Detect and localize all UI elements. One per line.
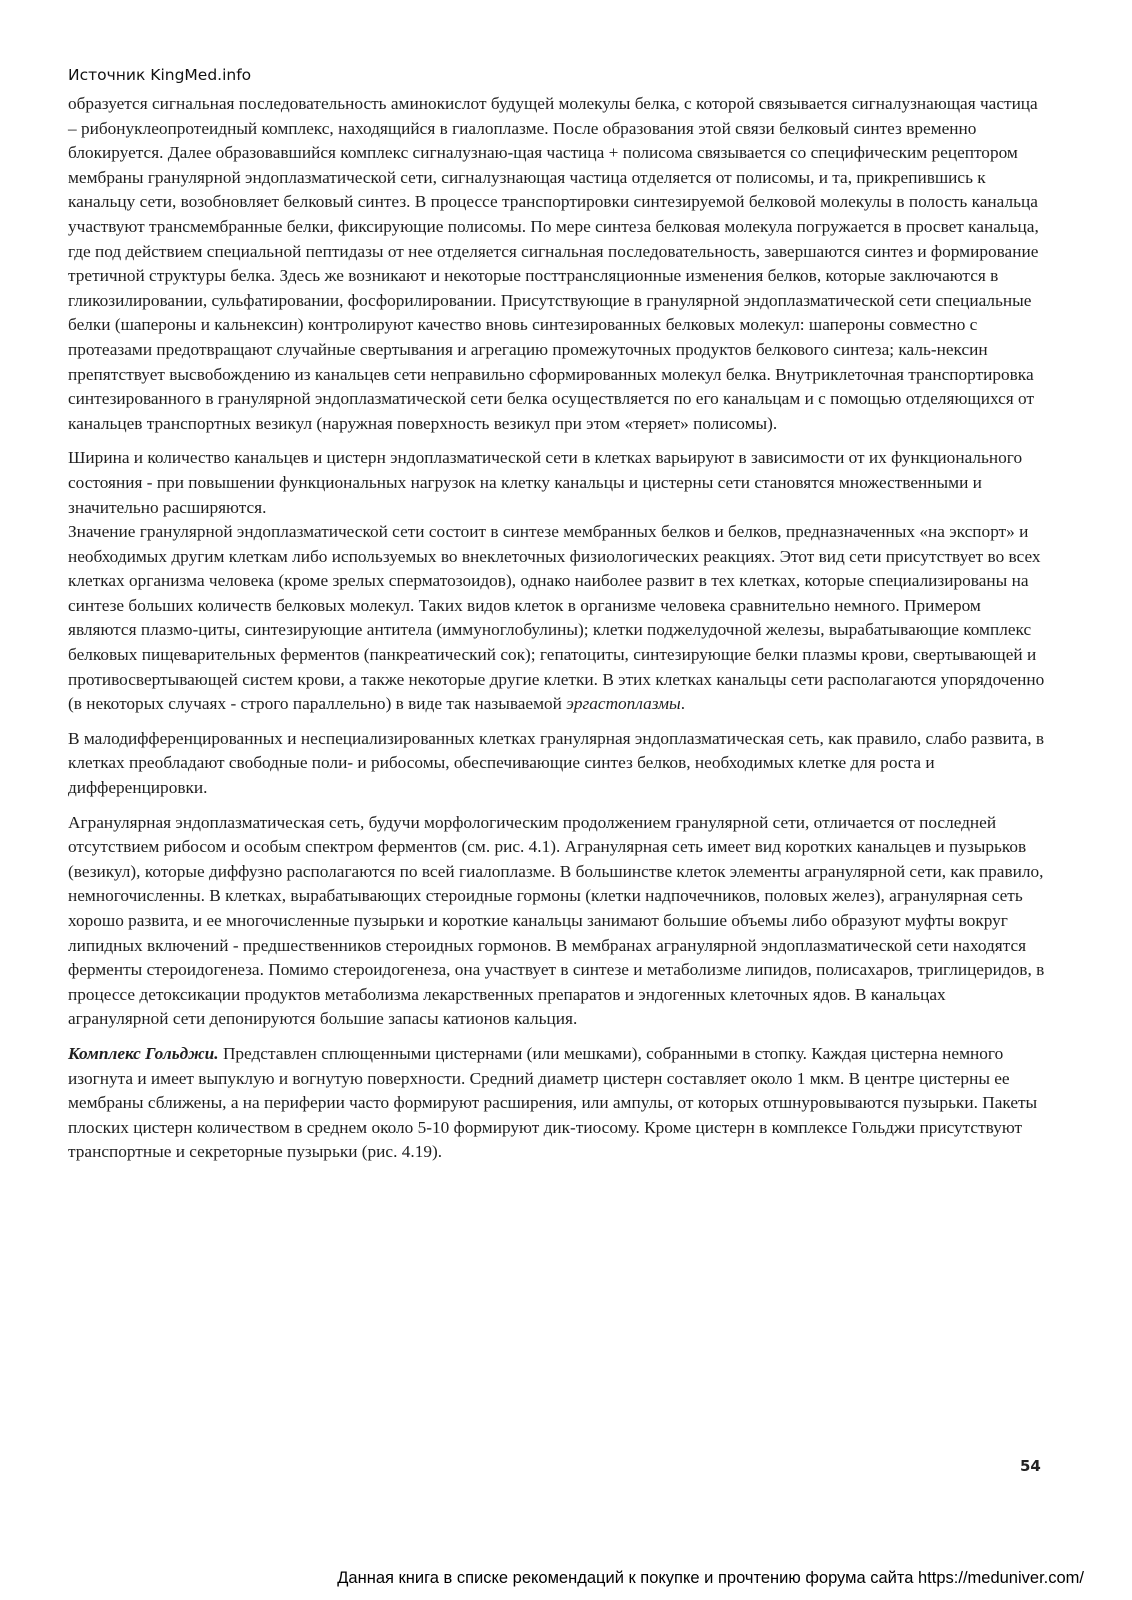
term-ergastoplasm: эргастоплазмы <box>566 694 681 714</box>
page-number: 54 <box>1020 1457 1041 1475</box>
paragraph-protein-synthesis: образуется сигнальная последовательность аминокислот будущей молекулы белка, с которой связывается сигналузнающая частица – рибонуклеопротеидный комплекс, находящийся в гиалоплазме. После образования этой связи белковый синтез временно блокируется. Далее образовавшийся комплекс сигналузнаю-щая частица + полисома связывается со специфическим рецептором мембраны гранулярной эндоплазматической сети, сигналузнающая частица отделяется от полисомы, и та, прикрепившись к канальцу сети, возобновляет белковый синтез. В процессе транспортировки синтезируемой белковой молекулы в полость канальца участвуют трансмембранные белки, фиксирующие полисомы. По мере синтеза белковая молекула погружается в просвет канальца, где под действием специальной пептидазы от нее отделяется сигнальная последовательность, завершаются синтез и формирование третичной структуры белка. Здесь же возникают и некоторые посттрансляционные изменения белков, которые заключаются в гликозилировании, сульфатировании, фосфорилировании. Присутствующие в гранулярной эндоплазматической сети специальные белки (шапероны и кальнексин) контролируют качество вновь синтезированных белковых молекул: шапероны совместно с протеазами предотвращают случайные свертывания и агрегацию промежуточных продуктов белкового синтеза; каль-нексин препятствует высвобождению из канальцев сети неправильно сформированных молекул белка. Внутриклеточная транспортировка синтезированного в гранулярной эндоплазматической сети белка осуществляется по его канальцам и с помощью отделяющихся от канальцев транспортных везикул (наружная поверхность везикул при этом «теряет» полисомы). <box>68 94 1039 433</box>
paragraph-granular-er-significance <box>68 520 1050 717</box>
paragraph-undifferentiated-cells: В малодифференцированных и неспециализированных клетках гранулярная эндоплазматическая сеть, как правило, слабо развита, в клетках преобладают свободные поли- и рибосомы, обеспечивающие синтез белков, необходимых клетке для роста и дифференцировки. <box>68 728 1045 798</box>
paragraph-golgi-complex <box>68 1042 1050 1165</box>
golgi-heading: Комплекс Гольджи. <box>68 1043 219 1063</box>
paragraph-channel-width: Ширина и количество канальцев и цистерн эндоплазматической сети в клетках варьируют в зависимости от их функционального состояния - при повышении функциональных нагрузок на клетку канальцы и цистерны сети становятся множественными и значительно расширяются. <box>68 448 1023 517</box>
footer-note: Данная книга в списке рекомендаций к покупке и прочтению форума сайта https://meduniver.com/ <box>337 1569 1084 1587</box>
golgi-text: Представлен сплющенными цистернами (или мешками), собранными в стопку. Каждая цистерна немного изогнута и имеет выпуклую и вогнутую поверхности. Средний диаметр цистерн составляет около 1 мкм. В центре цистерны ее мембраны сближены, а на периферии часто формируют расширения, или ампулы, от которых отшнуровываются пузырьки. Пакеты плоских цистерн количеством в среднем около 5-10 формируют дик-тиосому. Кроме цистерн в комплексе Гольджи присутствуют транспортные и секреторные пузырьки (рис. 4.19). <box>68 1043 1038 1162</box>
paragraph-end-punct: . <box>680 694 686 714</box>
source-header: Источник KingMed.info <box>68 66 252 84</box>
paragraph-agranular-er: Агранулярная эндоплазматическая сеть, будучи морфологическим продолжением гранулярной сети, отличается от последней отсутствием рибосом и особым спектром ферментов (см. рис. 4.1). Агранулярная сеть имеет вид коротких канальцев и пузырьков (везикул), которые диффузно располагаются по всей гиалоплазме. В большинстве клеток элементы агранулярной сети, как правило, немногочисленны. В клетках, вырабатывающих стероидные гормоны (клетки надпочечников, половых желез), агранулярная сеть хорошо развита, и ее многочисленные пузырьки и короткие канальцы занимают большие объемы либо образуют муфты вокруг липидных включений - предшественников стероидных гормонов. В мембранах агранулярной эндоплазматической сети находятся ферменты стероидогенеза. Помимо стероидогенеза, она участвует в синтезе и метаболизме липидов, полисахаров, триглицеридов, в процессе детоксикации продуктов метаболизма лекарственных препаратов и эндогенных клеточных ядов. В канальцах агранулярной сети депонируются большие запасы катионов кальция. <box>68 812 1045 1029</box>
paragraph-granular-er-text: Значение гранулярной эндоплазматической сети состоит в синтезе мембранных белков и белков, предназначенных «на экспорт» и необходимых другим клеткам либо используемых во внеклеточных физиологических реакциях. Этот вид сети присутствует во всех клетках организма человека (кроме зрелых сперматозоидов), однако наиболее развит в тех клетках, которые специализированы на синтезе больших количеств белковых молекул. Таких видов клеток в организме человека сравнительно немного. Примером являются плазмо-циты, синтезирующие антитела (иммуноглобулины); клетки поджелудочной железы, вырабатывающие комплекс белковых пищеварительных ферментов (панкреатический сок); гепатоциты, синтезирующие белки плазмы крови, свертывающей и противосвертывающей систем крови, а также некоторые другие клетки. В этих клетках канальцы сети располагаются упорядоченно (в некоторых случаях - строго параллельно) в виде так называемой <box>68 522 1045 714</box>
page-content <box>68 92 1050 1175</box>
